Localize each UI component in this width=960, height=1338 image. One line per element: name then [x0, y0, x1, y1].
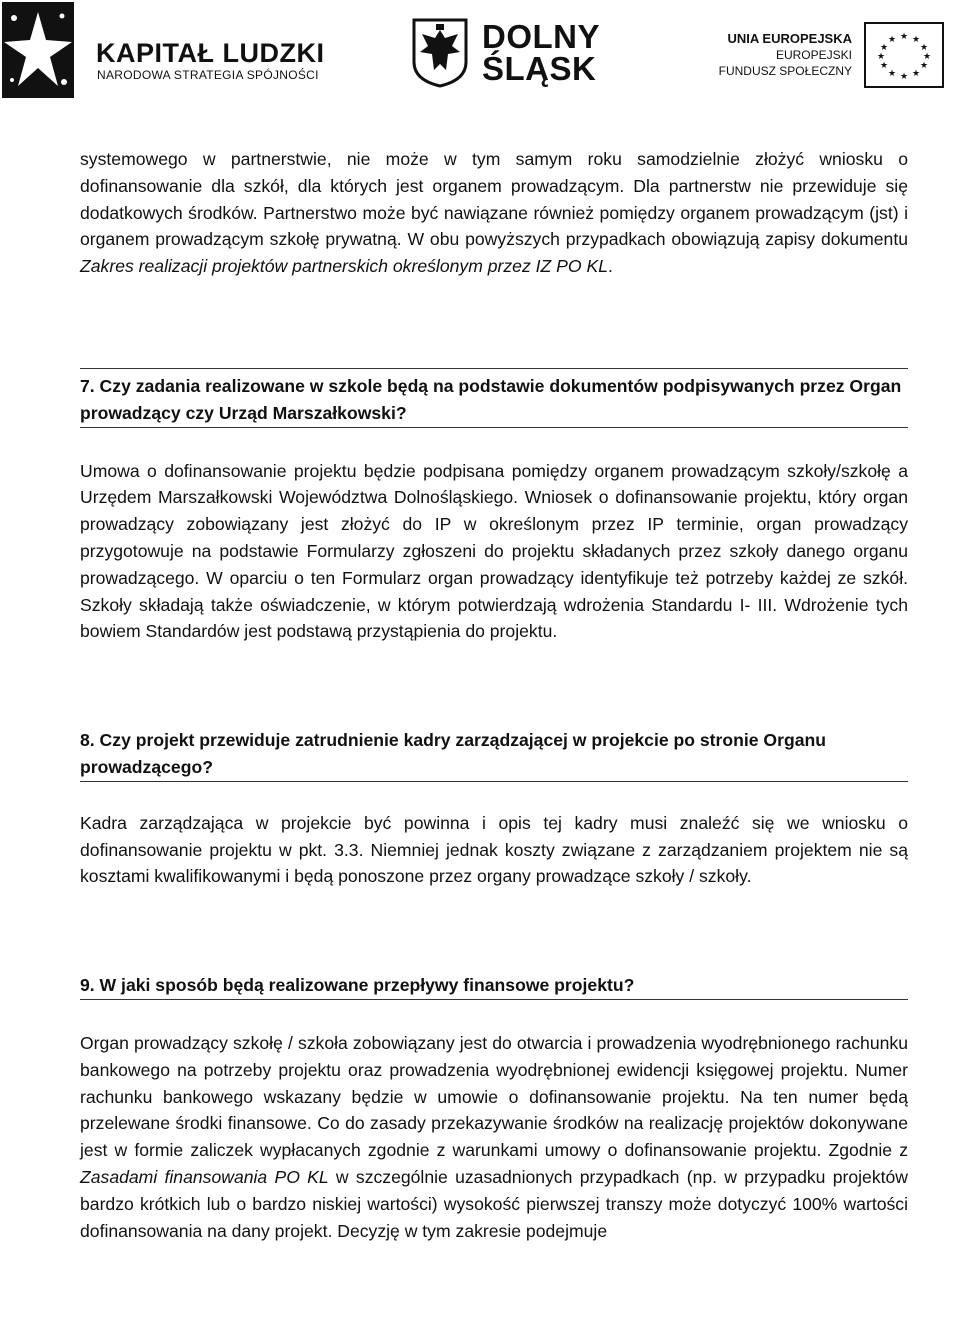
svg-text:★: ★ — [879, 61, 889, 71]
answer-8 — [80, 810, 908, 890]
svg-text:★: ★ — [887, 69, 897, 79]
eu-flag-icon — [864, 22, 944, 88]
dolny-slask-line1: DOLNY — [482, 18, 600, 55]
svg-text:★: ★ — [899, 32, 909, 42]
kapital-ludzki-title: KAPITAŁ LUDZKI — [96, 38, 325, 68]
answer-9-text-end: w szczególnie uzasadnionych przypadkach (np. w przypadku projektów bardzo krótkich lub o bardzo niskiej wartości) wysokość pierwszej transzy może dotyczyć 100% wartości dofinansowania na dany projekt. Decyzję w tym zakresie podejmuje — [80, 1166, 908, 1241]
page-header — [0, 0, 960, 100]
answer-8-text: Kadra zarządzająca w projekcie być powinna i opis tej kadry musi znaleźć się we wniosku o dofinansowanie projektu w pkt. 3.3. Niemniej jednak koszty związane z zarządzaniem projektem nie są kosztami kwalifikowanymi i będą ponoszone przez organy prowadzące szkoły / szkoły. — [80, 812, 908, 887]
dolny-slask-line2: ŚLĄSK — [482, 50, 597, 87]
answer-9-italic-text: Zasadami finansowania PO KL — [80, 1166, 329, 1187]
question-8: 8. Czy projekt przewiduje zatrudnienie kadry zarządzającej w projekcie po stronie Organu prowadzącego? — [80, 727, 908, 782]
eu-line2: EUROPEJSKI — [775, 48, 852, 62]
svg-text:★: ★ — [911, 69, 921, 79]
svg-text:★: ★ — [919, 43, 929, 53]
svg-text:★: ★ — [911, 35, 921, 45]
svg-text:★: ★ — [876, 52, 886, 62]
kapital-ludzki-star-icon — [2, 2, 74, 98]
svg-text:★: ★ — [887, 35, 897, 45]
question-9: 9. W jaki sposób będą realizowane przepływy finansowe projektu? — [80, 972, 908, 1000]
svg-text:★: ★ — [922, 52, 932, 62]
answer-9 — [80, 1030, 908, 1244]
intro-italic-text: Zakres realizacji projektów partnerskich określonym przez IZ PO KL — [80, 256, 608, 277]
dolny-slask-logo — [412, 18, 622, 88]
intro-text-end: . — [608, 256, 613, 277]
eu-logo — [718, 22, 944, 92]
intro-paragraph — [80, 146, 908, 280]
svg-text:★: ★ — [899, 72, 909, 82]
answer-7 — [80, 458, 908, 646]
kapital-ludzki-subtitle: NARODOWA STRATEGIA SPÓJNOŚCI — [97, 68, 319, 82]
eagle-emblem-icon — [412, 18, 468, 88]
answer-9-text: Organ prowadzący szkołę / szkoła zobowiązany jest do otwarcia i prowadzenia wyodrębnionego rachunku bankowego na potrzeby projektu oraz prowadzenia wyodrębnionej ewidencji księgowej projektu. Numer rachunku bankowego wskazany będzie w umowie o dofinansowanie projektu. Na ten numer będą przelewane środki finansowe. Co do zasady przekazywanie środków na realizację projektów dokonywane jest w formie zaliczek wypłacanych zgodnie z warunkami umowy o dofinansowanie projektu. Zgodnie z — [80, 1032, 908, 1161]
question-7: 7. Czy zadania realizowane w szkole będą na podstawie dokumentów podpisywanych przez Organ prowadzący czy Urząd Marszałkowski? — [80, 368, 908, 428]
document-body — [80, 146, 908, 1244]
eu-line3: FUNDUSZ SPOŁECZNY — [718, 64, 852, 78]
answer-7-text: Umowa o dofinansowanie projektu będzie podpisana pomiędzy organem prowadzącym szkoły/szkołę a Urzędem Marszałkowski Województwa Dolnośląskiego. Wniosek o dofinansowanie projektu, który organ prowadzący zobowiązany jest złożyć do IP w określonym przez IP terminie, organ prowadzący przygotowuje na podstawie Formularzy zgłoszeni do projektu składanych przez szkoły danego organu prowadzącego. W oparciu o ten Formularz organ prowadzący identyfikuje też potrzeby każdej ze szkół. Szkoły składają także oświadczenie, w którym potwierdzają wdrożenia Standardu I- III. Wdrożenie tych bowiem Standardów jest podstawą przystąpienia do projektu. — [80, 460, 908, 642]
eu-line1: UNIA EUROPEJSKA — [727, 31, 852, 46]
svg-text:★: ★ — [879, 43, 889, 53]
intro-text: systemowego w partnerstwie, nie może w tym samym roku samodzielnie złożyć wniosku o dofinansowanie dla szkół, dla których jest organem prowadzącym. Dla partnerstw nie przewiduje się dodatkowych środków. Partnerstwo może być nawiązane również pomiędzy organem prowadzącym (jst) i organem prowadzącym szkołę prywatną. W obu powyższych przypadkach obowiązują zapisy dokumentu — [80, 149, 908, 250]
kapital-ludzki-logo — [2, 2, 332, 98]
svg-text:★: ★ — [919, 61, 929, 71]
